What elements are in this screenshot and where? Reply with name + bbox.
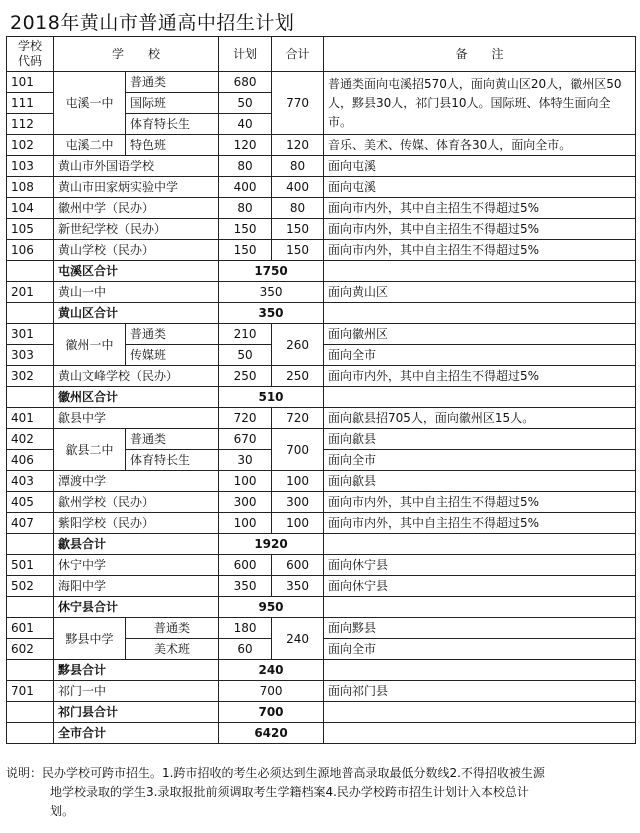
total-value: 260 [272,324,324,366]
school-code: 501 [7,555,54,576]
remark-text: 面向全市 [324,345,636,366]
footnote [6,764,634,821]
remark-text: 面向黄山区 [324,282,636,303]
class-type: 体育特长生 [126,114,219,135]
plan-value: 400 [219,177,272,198]
school-code: 302 [7,366,54,387]
total-value: 150 [272,240,324,261]
subtotal-row [7,261,636,282]
subtotal-row [7,597,636,618]
remark-text: 面向休宁县 [324,576,636,597]
school-code: 104 [7,198,54,219]
school-code: 502 [7,576,54,597]
school-name: 黄山学校（民办） [54,240,219,261]
subtotal-value: 700 [219,702,324,723]
total-value: 720 [272,408,324,429]
footnote-line: 说明：民办学校可跨市招生。1.跨市招收的考生必须达到生源地普高录取最低分数线2.不得招收被生源 [6,766,545,780]
school-name: 徽州一中 [54,324,126,366]
subtotal-row [7,303,636,324]
remark-text: 面向市内外，其中自主招生不得超过5% [324,240,636,261]
subtotal-label: 歙县合计 [54,534,219,555]
school-code: 301 [7,324,54,345]
total-value: 400 [272,177,324,198]
table-row [7,135,636,156]
table-row [7,408,636,429]
class-type: 特色班 [126,135,219,156]
remark-text: 面向全市 [324,450,636,471]
subtotal-value: 1920 [219,534,324,555]
plan-value: 50 [219,345,272,366]
school-code: 105 [7,219,54,240]
subtotal-row [7,387,636,408]
total-value: 350 [272,576,324,597]
grand-total-label: 全市合计 [54,723,219,744]
table-row [7,324,636,345]
school-name: 休宁中学 [54,555,219,576]
school-code: 602 [7,639,54,660]
plan-value: 80 [219,156,272,177]
plan-value: 720 [219,408,272,429]
plan-value: 150 [219,240,272,261]
grand-total-value: 6420 [219,723,324,744]
school-code: 701 [7,681,54,702]
school-name: 新世纪学校（民办） [54,219,219,240]
school-code: 405 [7,492,54,513]
school-name: 歙县中学 [54,408,219,429]
school-name: 黄山市外国语学校 [54,156,219,177]
total-value: 350 [219,282,324,303]
table-row [7,471,636,492]
table-row [7,198,636,219]
school-name: 歙县二中 [54,429,126,471]
table-row [7,555,636,576]
remark-text: 面向市内外，其中自主招生不得超过5% [324,513,636,534]
school-code: 601 [7,618,54,639]
remark-text: 面向歙县招705人，面向徽州区15人。 [324,408,636,429]
total-value: 120 [272,135,324,156]
school-name: 潭渡中学 [54,471,219,492]
plan-value: 210 [219,324,272,345]
plan-value: 600 [219,555,272,576]
subtotal-label: 休宁县合计 [54,597,219,618]
plan-value: 80 [219,198,272,219]
school-code: 406 [7,450,54,471]
school-code: 401 [7,408,54,429]
school-name: 紫阳学校（民办） [54,513,219,534]
subtotal-row [7,534,636,555]
class-type: 体育特长生 [126,450,219,471]
school-code: 106 [7,240,54,261]
remark-text: 面向祁门县 [324,681,636,702]
school-code: 112 [7,114,54,135]
table-row [7,156,636,177]
school-name: 徽州中学（民办） [54,198,219,219]
remark-text: 面向屯溪 [324,177,636,198]
school-code: 403 [7,471,54,492]
page-title: 2018年黄山市普通高中招生计划 [10,12,295,34]
total-value: 240 [272,618,324,660]
remark-text: 面向市内外，其中自主招生不得超过5% [324,492,636,513]
plan-value: 100 [219,513,272,534]
subtotal-label: 徽州区合计 [54,387,219,408]
school-name: 祁门一中 [54,681,219,702]
table-row [7,513,636,534]
plan-value: 50 [219,93,272,114]
remark-text: 面向休宁县 [324,555,636,576]
total-value: 80 [272,156,324,177]
remark-text: 普通类面向屯溪招570人，面向黄山区20人，徽州区50人，黟县30人，祁门县10人。国际班、体特生面向全市。 [324,72,636,135]
total-value: 600 [272,555,324,576]
school-code: 108 [7,177,54,198]
school-code: 303 [7,345,54,366]
table-row [7,366,636,387]
remark-text: 面向市内外，其中自主招生不得超过5% [324,366,636,387]
table-row [7,429,636,450]
total-value: 700 [272,429,324,471]
remark-text: 面向歙县 [324,471,636,492]
subtotal-value: 1750 [219,261,324,282]
class-type: 普通类 [126,324,219,345]
plan-value: 100 [219,471,272,492]
plan-value: 680 [219,72,272,93]
school-name: 歙州学校（民办） [54,492,219,513]
remark-text: 音乐、美术、传媒、体育各30人，面向全市。 [324,135,636,156]
total-value: 250 [272,366,324,387]
school-name: 黄山一中 [54,282,219,303]
subtotal-label: 黟县合计 [54,660,219,681]
plan-value: 40 [219,114,272,135]
remark-text: 面向市内外，其中自主招生不得超过5% [324,219,636,240]
table-row [7,240,636,261]
subtotal-value: 950 [219,597,324,618]
class-type: 普通类 [126,72,219,93]
footnote-line: 划。 [50,804,75,818]
remark-text: 面向市内外，其中自主招生不得超过5% [324,198,636,219]
class-type: 普通类 [126,618,219,639]
plan-value: 150 [219,219,272,240]
total-value: 80 [272,198,324,219]
class-type: 美术班 [126,639,219,660]
table-row [7,576,636,597]
remark-text: 面向歙县 [324,429,636,450]
table-row [7,177,636,198]
table-row [7,219,636,240]
subtotal-row [7,702,636,723]
footnote-line: 地学校录取的学生3.录取报批前须调取考生学籍档案4.民办学校跨市招生计划计入本校总计 [50,785,529,799]
plan-value: 250 [219,366,272,387]
grand-total-row [7,723,636,744]
table-header-row [7,37,636,72]
plan-value: 120 [219,135,272,156]
header-total: 合计 [272,37,324,72]
remark-text: 面向徽州区 [324,324,636,345]
remark-text: 面向全市 [324,639,636,660]
table-row [7,282,636,303]
total-value: 150 [272,219,324,240]
subtotal-label: 屯溪区合计 [54,261,219,282]
plan-value: 300 [219,492,272,513]
remark-text: 面向屯溪 [324,156,636,177]
school-code: 201 [7,282,54,303]
subtotal-value: 510 [219,387,324,408]
class-type: 普通类 [126,429,219,450]
header-school: 学 校 [54,37,219,72]
subtotal-value: 240 [219,660,324,681]
total-value: 700 [219,681,324,702]
enrollment-plan-table [6,36,636,744]
plan-value: 180 [219,618,272,639]
school-name: 黟县中学 [54,618,126,660]
class-type: 传媒班 [126,345,219,366]
school-name: 屯溪一中 [54,72,126,135]
subtotal-value: 350 [219,303,324,324]
school-code: 407 [7,513,54,534]
school-code: 402 [7,429,54,450]
school-name: 海阳中学 [54,576,219,597]
header-remark: 备 注 [324,37,636,72]
school-code: 111 [7,93,54,114]
table-row [7,492,636,513]
plan-value: 670 [219,429,272,450]
subtotal-label: 黄山区合计 [54,303,219,324]
plan-value: 30 [219,450,272,471]
subtotal-label: 祁门县合计 [54,702,219,723]
total-value: 100 [272,513,324,534]
header-code: 学校 代码 [7,37,54,72]
plan-value: 60 [219,639,272,660]
remark-text: 面向黟县 [324,618,636,639]
class-type: 国际班 [126,93,219,114]
table-row [7,618,636,639]
total-value: 100 [272,471,324,492]
school-code: 102 [7,135,54,156]
plan-value: 350 [219,576,272,597]
school-name: 黄山文峰学校（民办） [54,366,219,387]
subtotal-row [7,660,636,681]
school-code: 101 [7,72,54,93]
total-value: 300 [272,492,324,513]
school-name: 黄山市田家炳实验中学 [54,177,219,198]
school-code: 103 [7,156,54,177]
school-name: 屯溪二中 [54,135,126,156]
table-row [7,72,636,93]
table-row [7,681,636,702]
header-plan: 计划 [219,37,272,72]
total-value: 770 [272,72,324,135]
